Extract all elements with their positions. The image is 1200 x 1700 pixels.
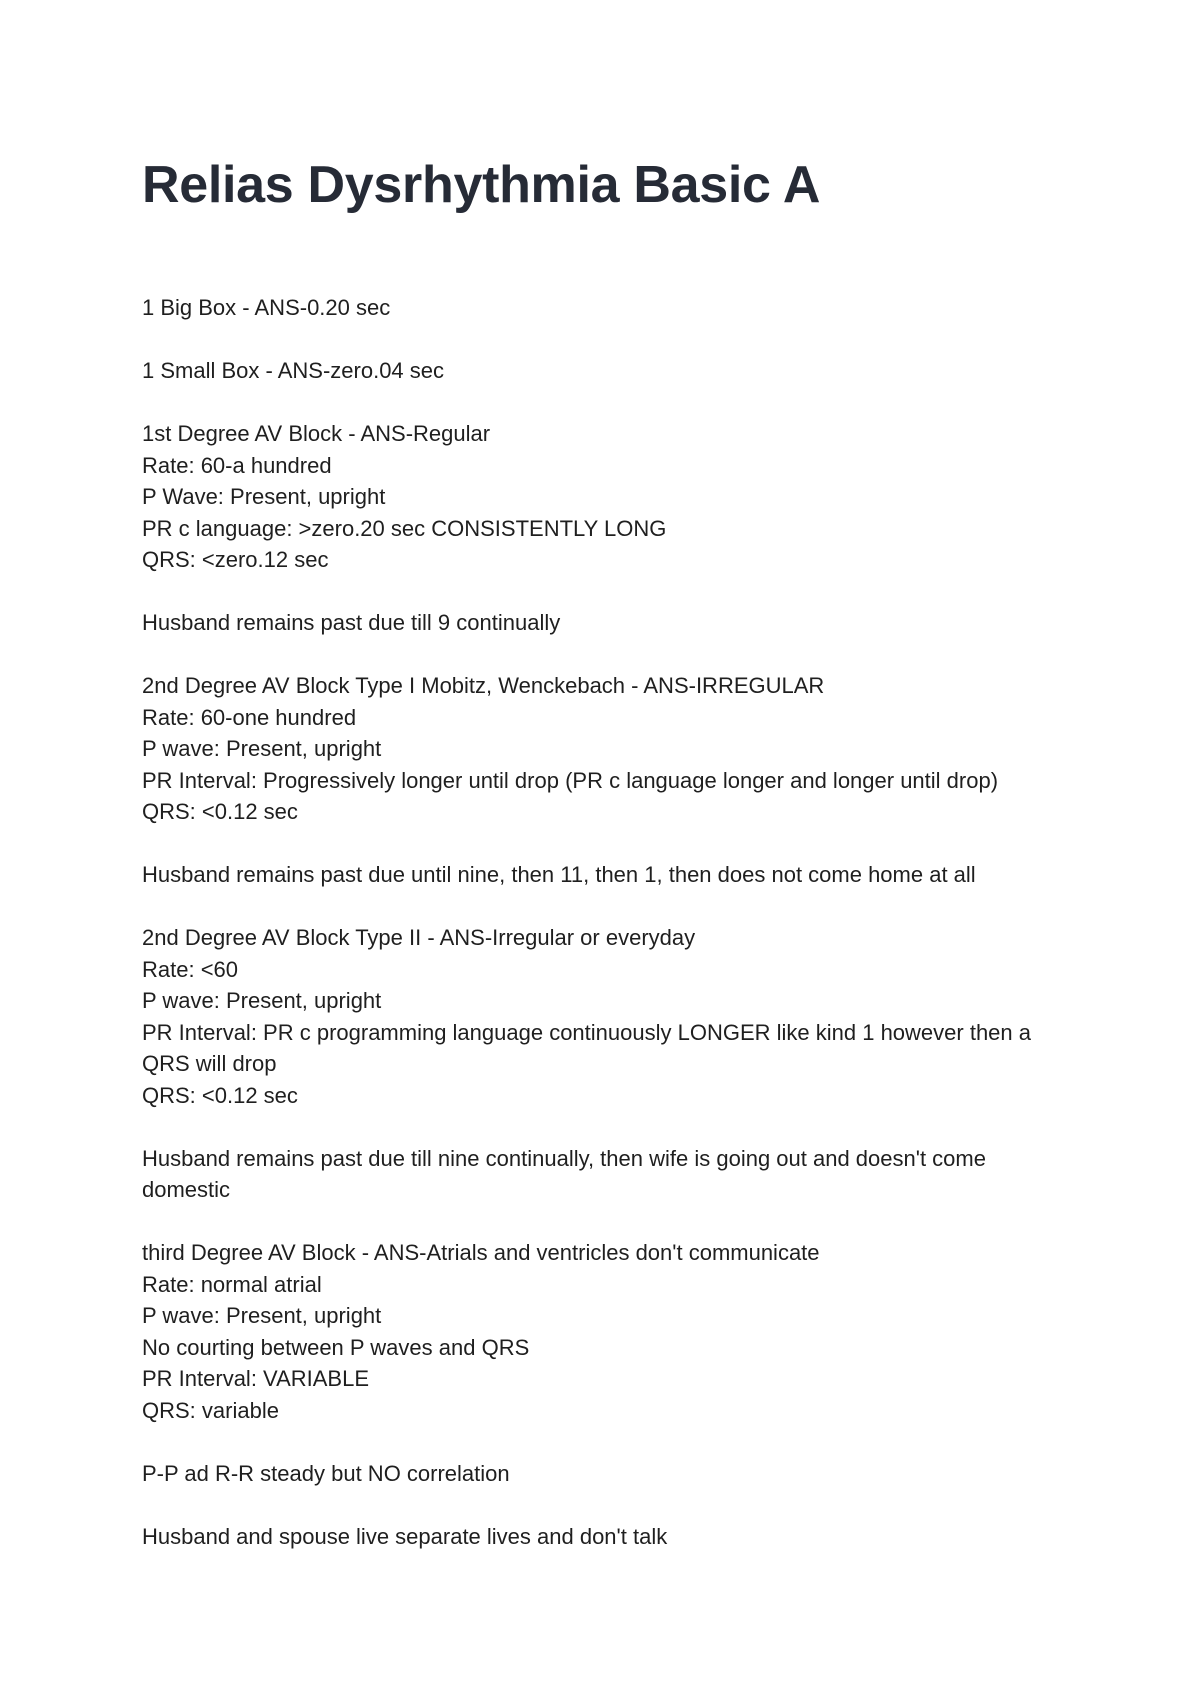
text-line: Rate: normal atrial [142,1271,322,1297]
text-line: 2nd Degree AV Block Type I Mobitz, Wenckebach - ANS-IRREGULAR [142,673,825,698]
text-line: 1 Big Box - ANS-0.20 sec [142,295,391,320]
text-line: PR Interval: PR c programming language continuously LONGER like kind 1 however then a [142,1019,1032,1045]
text-line: domestic [142,1177,231,1202]
text-line: P Wave: Present, upright [142,484,386,509]
paragraph-block [142,1143,1072,1206]
paragraph-block [142,1237,1072,1426]
text-line: QRS: <0.12 sec [142,1082,298,1108]
document-body [142,292,1072,1552]
paragraph-block [142,355,1072,387]
paragraph-block [142,922,1072,1111]
text-line: Rate: <60 [142,956,239,982]
text-line: QRS: variable [142,1397,279,1423]
paragraph-block [142,859,1072,891]
text-line: QRS: <0.12 sec [142,799,298,824]
text-line: PR Interval: VARIABLE [142,1366,370,1391]
text-line: Husband remains past due until nine, then 11, then 1, then does not come home at all [142,862,976,887]
text-line: QRS will drop [142,1051,277,1076]
paragraph-block [142,1458,1072,1490]
text-line: P wave: Present, upright [142,1303,382,1328]
paragraph-block [142,292,1072,324]
text-line: Rate: 60-a hundred [142,452,332,478]
text-line: P wave: Present, upright [142,988,382,1013]
text-line: QRS: <zero.12 sec [142,547,329,572]
text-line: Husband remains past due till nine continually, then wife is going out and doesn't come [142,1145,986,1171]
paragraph-block [142,670,1072,828]
text-line: Husband and spouse live separate lives and don't talk [142,1523,668,1549]
text-line: P wave: Present, upright [142,736,382,761]
text-line: 1st Degree AV Block - ANS-Regular [142,421,491,446]
text-line: 1 Small Box - ANS-zero.04 sec [142,358,445,383]
text-line: No courting between P waves and QRS [142,1334,530,1360]
text-line: PR Interval: Progressively longer until drop (PR c language longer and longer until drop) [142,767,999,793]
text-line: 2nd Degree AV Block Type II - ANS-Irregular or everyday [142,925,696,950]
text-line: Husband remains past due till 9 continually [142,610,561,635]
paragraph-block [142,418,1072,576]
paragraph-block [142,1521,1072,1553]
text-line: Rate: 60-one hundred [142,704,357,730]
document-title: Relias Dysrhythmia Basic A [142,156,821,214]
text-line: P-P ad R-R steady but NO correlation [142,1460,510,1486]
paragraph-block [142,607,1072,639]
document-page [142,150,1072,1584]
text-line: PR c language: >zero.20 sec CONSISTENTLY LONG [142,515,667,541]
text-line: third Degree AV Block - ANS-Atrials and ventricles don't communicate [142,1240,820,1265]
